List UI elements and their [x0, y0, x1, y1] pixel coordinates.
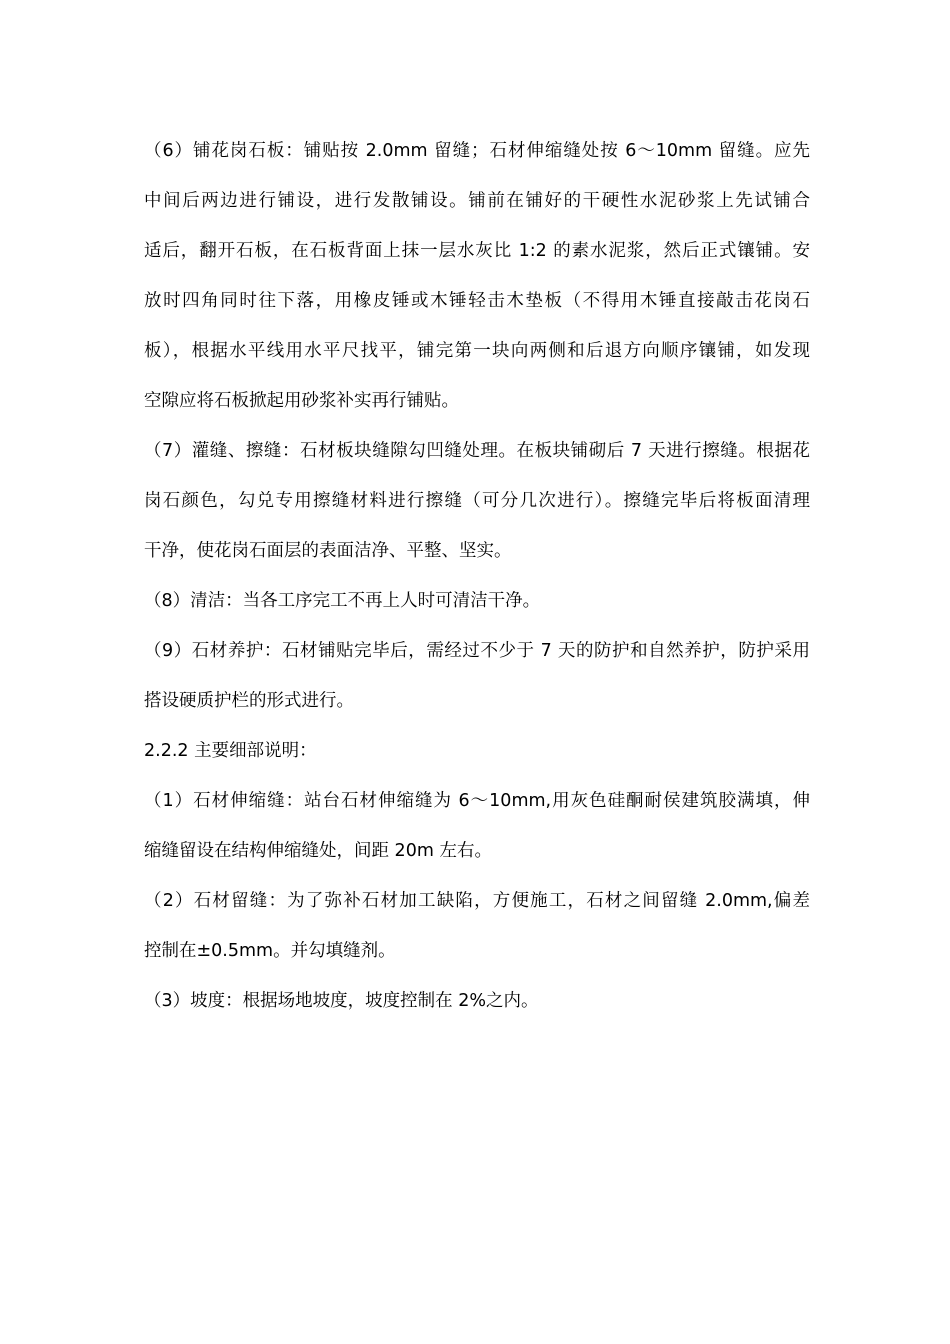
paragraph-7-line-3: 干净，使花岗石面层的表面洁净、平整、坚实。 [144, 541, 512, 561]
paragraph-6-line-5: 板），根据水平线用水平尺找平，铺完第一块向两侧和后退方向顺序镶铺，如发现 [144, 341, 810, 361]
detail-1-line-2: 缩缝留设在结构伸缩缝处，间距 20m 左右。 [144, 841, 492, 861]
paragraph-9-line-2: 搭设硬质护栏的形式进行。 [144, 691, 354, 711]
paragraph-6-line-2: 中间后两边进行铺设，进行发散铺设。铺前在铺好的干硬性水泥砂浆上先试铺合 [144, 191, 810, 211]
detail-2-line-2: 控制在±0.5mm。并勾填缝剂。 [144, 941, 396, 961]
paragraph-6-line-4: 放时四角同时往下落，用橡皮锤或木锤轻击木垫板（不得用木锤直接敲击花岗石 [144, 291, 810, 311]
paragraph-7-line-2: 岗石颜色，勾兑专用擦缝材料进行擦缝（可分几次进行）。擦缝完毕后将板面清理 [144, 491, 810, 511]
paragraph-9-line-1: （9）石材养护：石材铺贴完毕后，需经过不少于 7 天的防护和自然养护，防护采用 [144, 641, 810, 661]
paragraph-6-line-6: 空隙应将石板掀起用砂浆补实再行铺贴。 [144, 391, 459, 411]
document-body [144, 126, 810, 1026]
section-heading-2-2-2: 2.2.2 主要细部说明： [144, 741, 317, 761]
paragraph-7-line-1: （7）灌缝、擦缝：石材板块缝隙勾凹缝处理。在板块铺砌后 7 天进行擦缝。根据花 [144, 441, 810, 461]
paragraph-6-line-1: （6）铺花岗石板：铺贴按 2.0mm 留缝；石材伸缩缝处按 6～10mm 留缝。应先 [144, 141, 810, 161]
paragraph-8-line-1: （8）清洁：当各工序完工不再上人时可清洁干净。 [144, 591, 541, 611]
paragraph-6-line-3: 适后，翻开石板，在石板背面上抹一层水灰比 1:2 的素水泥浆，然后正式镶铺。安 [144, 241, 810, 261]
detail-1-line-1: （1）石材伸缩缝：站台石材伸缩缝为 6～10mm,用灰色硅酮耐侯建筑胶满填，伸 [144, 791, 810, 811]
detail-2-line-1: （2）石材留缝：为了弥补石材加工缺陷，方便施工，石材之间留缝 2.0mm,偏差 [144, 891, 810, 911]
detail-3-line-1: （3）坡度：根据场地坡度，坡度控制在 2%之内。 [144, 991, 539, 1011]
